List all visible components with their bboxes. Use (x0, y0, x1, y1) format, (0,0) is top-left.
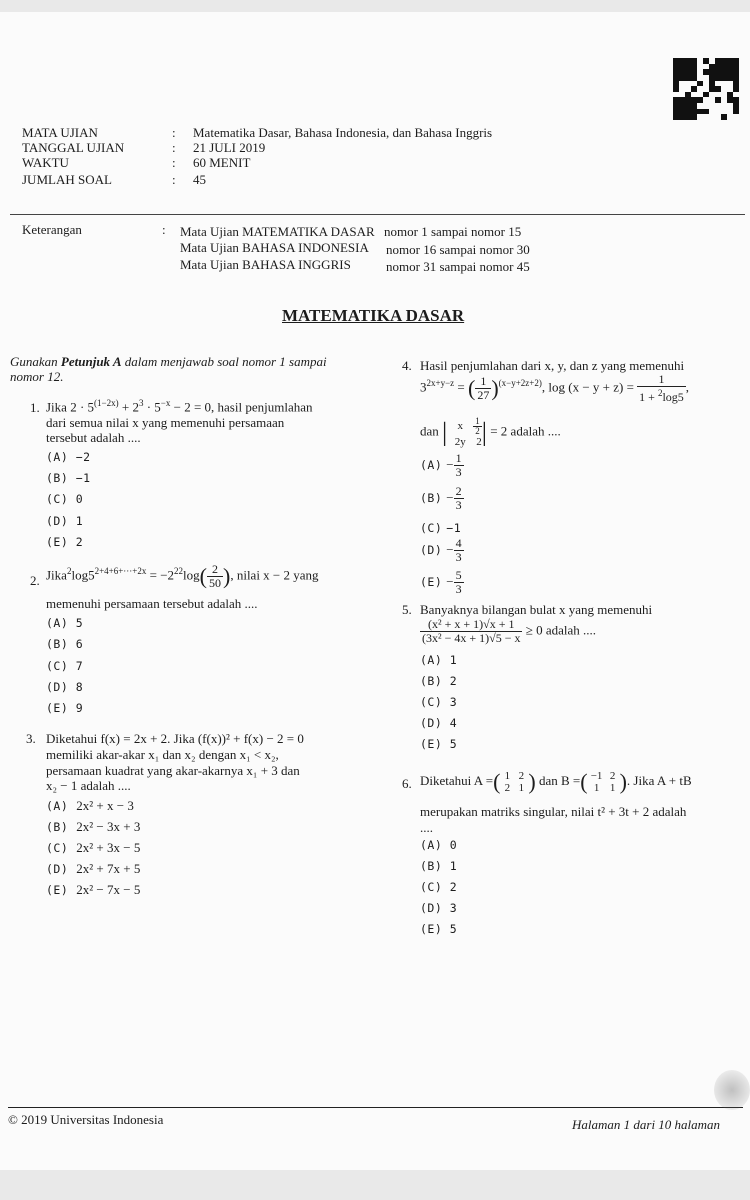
determinant-matrix (447, 417, 482, 448)
option-e[interactable]: (E) 5 (420, 737, 458, 751)
footer-divider (8, 1107, 743, 1108)
question-6-line3: .... (420, 820, 433, 835)
q5-tail: ≥ 0 adalah .... (522, 622, 597, 638)
instruction-pre: Gunakan (10, 354, 61, 369)
q2-sup1: 2 (66, 566, 72, 577)
option-value: 2x² − 3x + 3 (76, 819, 141, 834)
option-a[interactable]: (A) 1 (420, 653, 458, 667)
option-e[interactable]: (E) 5 (420, 922, 458, 936)
q4-base: 3 (420, 379, 427, 395)
q1-exp2: 3 (138, 398, 144, 408)
option-label: (C) (46, 841, 69, 855)
fraction-numerator: 1 (455, 451, 462, 465)
header-colon: : (172, 125, 176, 140)
option-a[interactable]: (A) −2 (46, 450, 91, 464)
option-sign: − (446, 574, 454, 590)
option-c[interactable] (420, 519, 461, 537)
option-label: (B) (420, 491, 443, 506)
matrix-b (588, 770, 620, 794)
q2-mid: = −2 (146, 567, 175, 583)
option-value: 2x² + 3x − 5 (76, 840, 141, 855)
keterangan-range: nomor 16 sampai nomor 30 (386, 242, 530, 257)
question-number: 2. (30, 573, 40, 588)
keterangan-subject: Mata Ujian BAHASA INGGRIS (180, 257, 351, 272)
q1-exp3: −x (160, 398, 171, 408)
header-value: 21 JULI 2019 (193, 140, 266, 155)
option-e[interactable]: (E) 9 (46, 701, 84, 715)
option-c[interactable]: (C) 7 (46, 659, 84, 673)
fraction-numerator: 1 (637, 373, 686, 387)
question-3-line4: x₂ − 1 adalah .... (46, 778, 131, 793)
keterangan-label: Keterangan (22, 222, 82, 237)
qr-code-icon (673, 58, 739, 120)
fraction-denominator: 50 (209, 576, 221, 590)
question-6-line2: merupakan matriks singular, nilai t² + 3t + 2 adalah (420, 804, 687, 819)
option-a[interactable] (46, 797, 134, 815)
option-a[interactable]: (A) 5 (46, 616, 84, 630)
q2-sup3: 2 (178, 566, 184, 577)
option-b[interactable]: (B) 6 (46, 637, 84, 651)
question-5-line1: Banyaknya bilangan bulat x yang memenuhi (420, 602, 653, 617)
q4-fd2b: log5 (662, 390, 684, 404)
option-label: (E) (46, 883, 69, 897)
fraction-numerator: (x² + x + 1)√x + 1 (420, 618, 522, 632)
option-value: −1 (446, 521, 462, 535)
option-value: 2x² − 7x − 5 (76, 882, 141, 897)
question-1-line2: dari semua nilai x yang memenuhi persamaan (46, 415, 285, 430)
matrix-a (500, 770, 528, 794)
fraction-numerator: 4 (455, 536, 462, 550)
q4-fraction2 (637, 373, 686, 404)
keterangan-range: nomor 31 sampai nomor 45 (386, 259, 530, 274)
option-sign: − (446, 490, 454, 506)
q2-tail: , nilai x − 2 yang (230, 567, 319, 583)
question-number: 6. (402, 776, 412, 791)
option-e[interactable]: (E) 2 (46, 535, 84, 549)
q1-exp1: (1−2x) (94, 398, 119, 408)
q2-exp1: 2+4+6+···+2x (94, 566, 147, 577)
fraction-denominator: 3 (455, 582, 462, 596)
question-6-line1: Diketahui A =( 1 2 2 1 ) dan B =( −1 2 1 1 ). Jika A + tB (420, 769, 692, 794)
matrix-cell: 2y (454, 436, 466, 448)
instruction-post: dalam menjawab soal nomor 1 sampai (121, 354, 327, 369)
q6-lead: Diketahui A = (420, 772, 494, 788)
fraction-denominator: 2 (475, 426, 480, 436)
option-fraction (454, 537, 464, 564)
header-label: WAKTU (22, 155, 69, 170)
option-c[interactable] (46, 839, 140, 857)
fraction-numerator: 2 (455, 484, 462, 498)
question-number: 3. (26, 731, 36, 746)
option-fraction (454, 452, 464, 479)
question-3-line2: memiliki akar-akar x₁ dan x₂ dengan x₁ < x₂, (46, 747, 279, 762)
question-4-equation: $3^{2x+y-z}$ = ( $\frac{1}{27}$ )$^{(x-y+2z+2)}$, log (x − y + z) = $\frac{1}{1 + ^2\log 5}$ , (420, 372, 690, 404)
question-number: 1. (30, 400, 40, 415)
option-value: 2x² + x − 3 (76, 798, 134, 813)
option-e[interactable] (46, 881, 140, 899)
q5-fraction (420, 618, 522, 645)
question-5-inequality (420, 618, 596, 645)
instruction-bold: Petunjuk A (60, 354, 122, 369)
option-d[interactable] (420, 537, 464, 564)
option-b[interactable] (46, 818, 140, 836)
header-label: TANGGAL UJIAN (22, 140, 125, 155)
q4-exp: 2x+y−z (426, 378, 455, 389)
question-number: 5. (402, 602, 412, 617)
option-label: (E) (420, 575, 443, 590)
header-colon: : (172, 140, 176, 155)
q4-dan: dan (420, 423, 439, 439)
option-c[interactable]: (C) 2 (420, 880, 458, 894)
option-b[interactable]: (B) 2 (420, 674, 458, 688)
exam-page (0, 12, 750, 1170)
fraction-numerator: 1 (475, 375, 491, 389)
header-colon: : (172, 155, 176, 170)
header-label: JUMLAH SOAL (22, 172, 112, 187)
keterangan-subject: Mata Ujian MATEMATIKA DASAR (180, 224, 375, 239)
fraction-numerator: 5 (455, 568, 462, 582)
option-d[interactable] (46, 860, 140, 878)
option-d[interactable]: (D) 4 (420, 716, 458, 730)
option-d[interactable]: (D) 8 (46, 680, 84, 694)
instruction-line2: nomor 12. (10, 369, 64, 384)
fraction-numerator: 1 (475, 416, 480, 426)
q1-lead: Jika 2 · 5 (46, 399, 95, 415)
matrix-cell: 1 (504, 770, 511, 782)
question-2-line1: $Jika^2\log 5^{2+4+6+\cdot\cdot\cdot+2x} = -2^{22}\log$( $\frac{2}{50}$ ), nilai x − 2 yang (46, 562, 319, 590)
matrix-cell: 2 (504, 782, 511, 794)
question-4-determinant: dan | x $\frac{1}{2}$ 2y 2| = 2 adalah .... (420, 416, 561, 448)
matrix-cell: −1 (590, 770, 603, 782)
question-1-line3: tersebut adalah .... (46, 430, 141, 445)
option-fraction (454, 485, 464, 512)
q4-exp2: (x−y+2z+2) (498, 378, 542, 389)
question-number: 4. (402, 358, 412, 373)
option-label: (A) (46, 799, 69, 813)
question-4-line1: Hasil penjumlahan dari x, y, dan z yang memenuhi (420, 358, 685, 373)
header-divider (10, 214, 745, 215)
option-label: (A) (420, 458, 443, 473)
q4-log: , log (x − y + z) = (541, 379, 638, 395)
option-label: (D) (420, 543, 443, 558)
header-value: 60 MENIT (193, 155, 251, 170)
q2-log2: log (183, 567, 200, 583)
option-c[interactable]: (C) 0 (46, 492, 84, 506)
section-title: MATEMATIKA DASAR (282, 306, 465, 325)
option-a[interactable]: (A) 0 (420, 838, 458, 852)
matrix-cell: 1 (518, 782, 525, 794)
option-c[interactable]: (C) 3 (420, 695, 458, 709)
q4-fd2a: 1 + (639, 390, 658, 404)
option-fraction (454, 569, 464, 596)
option-value: 2x² + 7x + 5 (76, 861, 141, 876)
q4-eq: = (454, 379, 468, 395)
q1-mid2: · 5 (143, 399, 161, 415)
q2-fraction (207, 563, 223, 590)
q4-fd2sup: 2 (657, 388, 663, 398)
option-sign: − (446, 542, 454, 558)
question-2-line2: memenuhi persamaan tersebut adalah .... (46, 596, 258, 611)
q2-sup2: 2 (174, 566, 179, 577)
option-b[interactable] (420, 485, 464, 512)
option-b[interactable]: (B) 1 (420, 859, 458, 873)
footer-copyright: © 2019 Universitas Indonesia (8, 1112, 164, 1127)
option-label: (C) (420, 521, 443, 535)
header-value: 45 (193, 172, 206, 187)
keterangan-range: nomor 1 sampai nomor 15 (384, 224, 522, 239)
fraction-denominator (637, 387, 686, 404)
option-sign: − (446, 457, 454, 473)
header-value: Matematika Dasar, Bahasa Indonesia, dan Bahasa Inggris (193, 125, 493, 140)
option-e[interactable] (420, 569, 464, 596)
q4-fraction (475, 375, 491, 402)
header-colon: : (172, 172, 176, 187)
instruction-text (10, 354, 327, 370)
fraction-denominator: 27 (477, 388, 490, 402)
fraction-numerator: 2 (207, 563, 223, 577)
corner-shadow (714, 1070, 750, 1110)
q1-mid: + 2 (118, 399, 139, 415)
fraction-denominator: 3 (455, 498, 462, 512)
footer-page-number: Halaman 1 dari 10 halaman (572, 1117, 721, 1132)
q6-tail: . Jika A + tB (626, 772, 692, 788)
q4-comma: , (685, 379, 690, 395)
question-3-line3: persamaan kuadrat yang akar-akarnya x₁ + 3 dan (46, 763, 300, 778)
keterangan-subject: Mata Ujian BAHASA INDONESIA (180, 240, 369, 255)
fraction-denominator: 3 (455, 465, 462, 479)
question-1-line1 (46, 398, 313, 415)
option-d[interactable]: (D) 1 (46, 514, 84, 528)
option-label: (B) (46, 820, 69, 834)
option-a[interactable] (420, 452, 464, 479)
matrix-cell (473, 417, 482, 436)
matrix-cell: 2 (518, 770, 525, 782)
option-d[interactable]: (D) 3 (420, 901, 458, 915)
fraction-denominator: 3 (455, 550, 462, 564)
q2-log1: log5 (71, 567, 95, 583)
matrix-cell: 1 (609, 782, 616, 794)
matrix-cell: 1 (593, 782, 600, 794)
question-3-line1: Diketahui f(x) = 2x + 2. Jika (f(x))² + f(x) − 2 = 0 (46, 731, 304, 746)
matrix-cell: 2 (609, 770, 616, 782)
q2-lead: Jika (46, 567, 67, 583)
header-label: MATA UJIAN (22, 125, 98, 140)
q1-tail: − 2 = 0, hasil penjumlahan (170, 399, 313, 415)
q4-tail: = 2 adalah .... (486, 423, 561, 439)
option-b[interactable]: (B) −1 (46, 471, 91, 485)
matrix-cell: 2 (476, 436, 482, 448)
q6-mid: dan B = (535, 772, 581, 788)
keterangan-colon: : (162, 222, 166, 237)
fraction-denominator: (3x² − 4x + 1)√5 − x (422, 631, 521, 645)
matrix-cell: x (457, 420, 463, 433)
option-label: (D) (46, 862, 69, 876)
